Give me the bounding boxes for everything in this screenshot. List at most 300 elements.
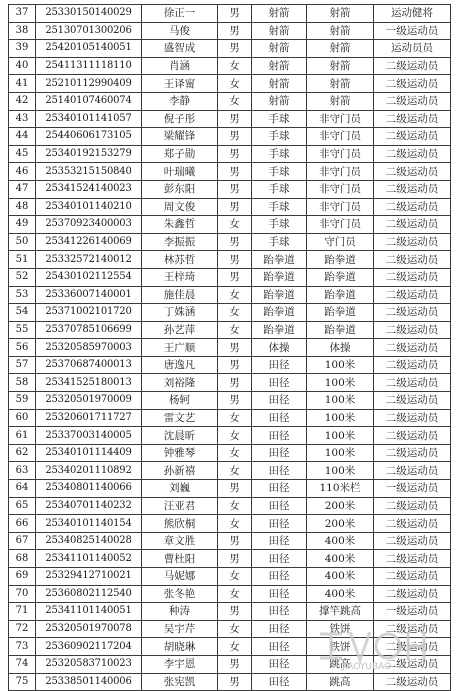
level-cell: 二级运动员 bbox=[374, 550, 451, 568]
sport-cell: 射箭 bbox=[252, 40, 307, 58]
level-cell: 二级运动员 bbox=[374, 374, 451, 392]
event-cell: 射箭 bbox=[307, 40, 374, 58]
exam-id-cell: 25329412710021 bbox=[36, 568, 142, 586]
name-cell: 李静 bbox=[142, 92, 218, 110]
table-row bbox=[9, 620, 451, 638]
name-cell: 肖涵 bbox=[142, 57, 218, 75]
seq-cell: 46 bbox=[9, 163, 36, 181]
gender-cell: 男 bbox=[218, 180, 252, 198]
event-cell: 撑竿跳高 bbox=[307, 603, 374, 621]
name-cell: 梁耀锋 bbox=[142, 128, 218, 146]
seq-cell: 45 bbox=[9, 145, 36, 163]
seq-cell: 40 bbox=[9, 57, 36, 75]
exam-id-cell: 25341525180013 bbox=[36, 374, 142, 392]
gender-cell: 女 bbox=[218, 444, 252, 462]
level-cell: 二级运动员 bbox=[374, 163, 451, 181]
seq-cell: 44 bbox=[9, 128, 36, 146]
name-cell: 唐逸凡 bbox=[142, 356, 218, 374]
name-cell: 王译甯 bbox=[142, 75, 218, 93]
sport-cell: 田径 bbox=[252, 409, 307, 427]
exam-id-cell: 25420105140051 bbox=[36, 40, 142, 58]
exam-id-cell: 25341524140023 bbox=[36, 180, 142, 198]
table-row bbox=[9, 128, 451, 146]
sport-cell: 射箭 bbox=[252, 75, 307, 93]
seq-cell: 38 bbox=[9, 22, 36, 40]
event-cell: 100米 bbox=[307, 409, 374, 427]
sport-cell: 手球 bbox=[252, 110, 307, 128]
seq-cell: 75 bbox=[9, 673, 36, 691]
exam-id-cell: 25340101141057 bbox=[36, 110, 142, 128]
seq-cell: 47 bbox=[9, 180, 36, 198]
table-row bbox=[9, 233, 451, 251]
sport-cell: 体操 bbox=[252, 339, 307, 357]
table-row bbox=[9, 110, 451, 128]
level-cell: 二级运动员 bbox=[374, 233, 451, 251]
seq-cell: 49 bbox=[9, 216, 36, 234]
exam-id-cell: 25340801140066 bbox=[36, 480, 142, 498]
event-cell: 射箭 bbox=[307, 22, 374, 40]
sport-cell: 田径 bbox=[252, 620, 307, 638]
table-row bbox=[9, 444, 451, 462]
name-cell: 叶瑞曦 bbox=[142, 163, 218, 181]
name-cell: 施佳晨 bbox=[142, 286, 218, 304]
gender-cell: 女 bbox=[218, 568, 252, 586]
gender-cell: 男 bbox=[218, 532, 252, 550]
exam-id-cell: 25411311118110 bbox=[36, 57, 142, 75]
event-cell: 射箭 bbox=[307, 57, 374, 75]
seq-cell: 43 bbox=[9, 110, 36, 128]
level-cell: 二级运动员 bbox=[374, 392, 451, 410]
exam-id-cell: 25440606173105 bbox=[36, 128, 142, 146]
name-cell: 朱鑫哲 bbox=[142, 216, 218, 234]
gender-cell: 男 bbox=[218, 673, 252, 691]
level-cell: 二级运动员 bbox=[374, 427, 451, 445]
seq-cell: 58 bbox=[9, 374, 36, 392]
level-cell: 二级运动员 bbox=[374, 180, 451, 198]
name-cell: 孙艺萍 bbox=[142, 321, 218, 339]
table-row bbox=[9, 515, 451, 533]
level-cell: 二级运动员 bbox=[374, 409, 451, 427]
gender-cell: 男 bbox=[218, 163, 252, 181]
name-cell: 张宪凯 bbox=[142, 673, 218, 691]
athlete-table-body bbox=[9, 5, 451, 691]
name-cell: 沈晨昕 bbox=[142, 427, 218, 445]
level-cell: 二级运动员 bbox=[374, 268, 451, 286]
level-cell: 二级运动员 bbox=[374, 497, 451, 515]
sport-cell: 手球 bbox=[252, 216, 307, 234]
seq-cell: 51 bbox=[9, 251, 36, 269]
exam-id-cell: 25353215150840 bbox=[36, 163, 142, 181]
sport-cell: 射箭 bbox=[252, 92, 307, 110]
table-row bbox=[9, 655, 451, 673]
gender-cell: 男 bbox=[218, 5, 252, 23]
event-cell: 400米 bbox=[307, 550, 374, 568]
name-cell: 雷文艺 bbox=[142, 409, 218, 427]
level-cell: 二级运动员 bbox=[374, 568, 451, 586]
gender-cell: 男 bbox=[218, 128, 252, 146]
table-row bbox=[9, 198, 451, 216]
level-cell: 二级运动员 bbox=[374, 57, 451, 75]
exam-id-cell: 25340701140232 bbox=[36, 497, 142, 515]
event-cell: 守门员 bbox=[307, 233, 374, 251]
level-cell: 二级运动员 bbox=[374, 444, 451, 462]
event-cell: 100米 bbox=[307, 444, 374, 462]
exam-id-cell: 25340101140210 bbox=[36, 198, 142, 216]
gender-cell: 男 bbox=[218, 110, 252, 128]
sport-cell: 射箭 bbox=[252, 5, 307, 23]
seq-cell: 62 bbox=[9, 444, 36, 462]
table-row bbox=[9, 409, 451, 427]
name-cell: 丁姝涵 bbox=[142, 304, 218, 322]
event-cell: 非守门员 bbox=[307, 216, 374, 234]
level-cell: 二级运动员 bbox=[374, 75, 451, 93]
gender-cell: 男 bbox=[218, 655, 252, 673]
table-row bbox=[9, 356, 451, 374]
table-row bbox=[9, 480, 451, 498]
name-cell: 郑子勋 bbox=[142, 145, 218, 163]
gender-cell: 男 bbox=[218, 480, 252, 498]
sport-cell: 手球 bbox=[252, 180, 307, 198]
event-cell: 100米 bbox=[307, 392, 374, 410]
event-cell: 铁饼 bbox=[307, 638, 374, 656]
level-cell: 二级运动员 bbox=[374, 128, 451, 146]
level-cell: 一级运动员 bbox=[374, 480, 451, 498]
event-cell: 200米 bbox=[307, 515, 374, 533]
table-row bbox=[9, 568, 451, 586]
table-row bbox=[9, 163, 451, 181]
name-cell: 倪子彤 bbox=[142, 110, 218, 128]
level-cell: 二级运动员 bbox=[374, 304, 451, 322]
table-row bbox=[9, 92, 451, 110]
seq-cell: 69 bbox=[9, 568, 36, 586]
exam-id-cell: 25371002101720 bbox=[36, 304, 142, 322]
event-cell: 100米 bbox=[307, 356, 374, 374]
event-cell: 体操 bbox=[307, 339, 374, 357]
sport-cell: 手球 bbox=[252, 198, 307, 216]
event-cell: 跳高 bbox=[307, 673, 374, 691]
sport-cell: 田径 bbox=[252, 550, 307, 568]
event-cell: 110米栏 bbox=[307, 480, 374, 498]
table-row bbox=[9, 638, 451, 656]
name-cell: 熊欣桐 bbox=[142, 515, 218, 533]
gender-cell: 男 bbox=[218, 392, 252, 410]
table-row bbox=[9, 57, 451, 75]
exam-id-cell: 25341226140069 bbox=[36, 233, 142, 251]
table-row bbox=[9, 40, 451, 58]
level-cell: 二级运动员 bbox=[374, 532, 451, 550]
gender-cell: 女 bbox=[218, 321, 252, 339]
gender-cell: 女 bbox=[218, 216, 252, 234]
table-row bbox=[9, 22, 451, 40]
seq-cell: 74 bbox=[9, 655, 36, 673]
exam-id-cell: 25320601711727 bbox=[36, 409, 142, 427]
sport-cell: 田径 bbox=[252, 480, 307, 498]
event-cell: 跆拳道 bbox=[307, 286, 374, 304]
level-cell: 二级运动员 bbox=[374, 92, 451, 110]
sport-cell: 手球 bbox=[252, 163, 307, 181]
exam-id-cell: 25340192153279 bbox=[36, 145, 142, 163]
exam-id-cell: 25360902117204 bbox=[36, 638, 142, 656]
name-cell: 王梓琦 bbox=[142, 268, 218, 286]
level-cell: 运动健将 bbox=[374, 5, 451, 23]
level-cell: 二级运动员 bbox=[374, 251, 451, 269]
level-cell: 二级运动员 bbox=[374, 216, 451, 234]
seq-cell: 48 bbox=[9, 198, 36, 216]
level-cell: 运动员员 bbox=[374, 40, 451, 58]
name-cell: 马妮娜 bbox=[142, 568, 218, 586]
sport-cell: 田径 bbox=[252, 655, 307, 673]
seq-cell: 54 bbox=[9, 304, 36, 322]
level-cell: 二级运动员 bbox=[374, 286, 451, 304]
level-cell: 二级运动员 bbox=[374, 339, 451, 357]
gender-cell: 女 bbox=[218, 57, 252, 75]
exam-id-cell: 25336007140001 bbox=[36, 286, 142, 304]
event-cell: 100米 bbox=[307, 374, 374, 392]
gender-cell: 男 bbox=[218, 374, 252, 392]
name-cell: 李振振 bbox=[142, 233, 218, 251]
exam-id-cell: 25210112990409 bbox=[36, 75, 142, 93]
table-row bbox=[9, 145, 451, 163]
level-cell: 二级运动员 bbox=[374, 110, 451, 128]
gender-cell: 女 bbox=[218, 462, 252, 480]
gender-cell: 男 bbox=[218, 251, 252, 269]
event-cell: 400米 bbox=[307, 532, 374, 550]
level-cell: 二级运动员 bbox=[374, 620, 451, 638]
seq-cell: 72 bbox=[9, 620, 36, 638]
name-cell: 汪亚君 bbox=[142, 497, 218, 515]
exam-id-cell: 25370785106699 bbox=[36, 321, 142, 339]
table-row bbox=[9, 462, 451, 480]
sport-cell: 手球 bbox=[252, 145, 307, 163]
level-cell: 二级运动员 bbox=[374, 356, 451, 374]
svg-text:JIAOYUBAO: JIAOYUBAO bbox=[342, 662, 392, 672]
name-cell: 王广顺 bbox=[142, 339, 218, 357]
sport-cell: 田径 bbox=[252, 444, 307, 462]
sport-cell: 田径 bbox=[252, 356, 307, 374]
table-row bbox=[9, 392, 451, 410]
sport-cell: 跆拳道 bbox=[252, 321, 307, 339]
seq-cell: 37 bbox=[9, 5, 36, 23]
seq-cell: 42 bbox=[9, 92, 36, 110]
seq-cell: 71 bbox=[9, 603, 36, 621]
roster-sheet bbox=[8, 4, 450, 691]
table-row bbox=[9, 497, 451, 515]
seq-cell: 64 bbox=[9, 480, 36, 498]
athlete-table bbox=[8, 4, 451, 691]
gender-cell: 女 bbox=[218, 620, 252, 638]
seq-cell: 41 bbox=[9, 75, 36, 93]
gender-cell: 女 bbox=[218, 286, 252, 304]
event-cell: 跆拳道 bbox=[307, 251, 374, 269]
seq-cell: 50 bbox=[9, 233, 36, 251]
gender-cell: 女 bbox=[218, 515, 252, 533]
table-row bbox=[9, 286, 451, 304]
gender-cell: 男 bbox=[218, 145, 252, 163]
name-cell: 种涛 bbox=[142, 603, 218, 621]
gender-cell: 男 bbox=[218, 22, 252, 40]
event-cell: 非守门员 bbox=[307, 198, 374, 216]
event-cell: 非守门员 bbox=[307, 145, 374, 163]
gender-cell: 女 bbox=[218, 585, 252, 603]
seq-cell: 56 bbox=[9, 339, 36, 357]
table-row bbox=[9, 304, 451, 322]
event-cell: 射箭 bbox=[307, 5, 374, 23]
seq-cell: 59 bbox=[9, 392, 36, 410]
gender-cell: 男 bbox=[218, 268, 252, 286]
exam-id-cell: 25340101140154 bbox=[36, 515, 142, 533]
exam-id-cell: 25370687400013 bbox=[36, 356, 142, 374]
exam-id-cell: 25130701300206 bbox=[36, 22, 142, 40]
seq-cell: 61 bbox=[9, 427, 36, 445]
table-row bbox=[9, 180, 451, 198]
sport-cell: 田径 bbox=[252, 673, 307, 691]
gender-cell: 男 bbox=[218, 198, 252, 216]
level-cell: 二级运动员 bbox=[374, 655, 451, 673]
name-cell: 彭东阳 bbox=[142, 180, 218, 198]
exam-id-cell: 25341101140052 bbox=[36, 550, 142, 568]
name-cell: 章文胜 bbox=[142, 532, 218, 550]
name-cell: 张冬艳 bbox=[142, 585, 218, 603]
gender-cell: 男 bbox=[218, 550, 252, 568]
sport-cell: 手球 bbox=[252, 128, 307, 146]
event-cell: 跳高 bbox=[307, 655, 374, 673]
level-cell: 二级运动员 bbox=[374, 462, 451, 480]
level-cell: 二级运动员 bbox=[374, 585, 451, 603]
exam-id-cell: 25320585970003 bbox=[36, 339, 142, 357]
level-cell: 二级运动员 bbox=[374, 321, 451, 339]
seq-cell: 67 bbox=[9, 532, 36, 550]
sport-cell: 田径 bbox=[252, 568, 307, 586]
gender-cell: 男 bbox=[218, 233, 252, 251]
name-cell: 钟雅琴 bbox=[142, 444, 218, 462]
sport-cell: 射箭 bbox=[252, 57, 307, 75]
seq-cell: 57 bbox=[9, 356, 36, 374]
event-cell: 跆拳道 bbox=[307, 304, 374, 322]
exam-id-cell: 25320501970009 bbox=[36, 392, 142, 410]
level-cell: 一级运动员 bbox=[374, 22, 451, 40]
event-cell: 400米 bbox=[307, 585, 374, 603]
name-cell: 周文俊 bbox=[142, 198, 218, 216]
table-row bbox=[9, 251, 451, 269]
event-cell: 非守门员 bbox=[307, 110, 374, 128]
seq-cell: 60 bbox=[9, 409, 36, 427]
gender-cell: 男 bbox=[218, 40, 252, 58]
gender-cell: 女 bbox=[218, 304, 252, 322]
sport-cell: 跆拳道 bbox=[252, 286, 307, 304]
seq-cell: 66 bbox=[9, 515, 36, 533]
name-cell: 胡晓琳 bbox=[142, 638, 218, 656]
gender-cell: 女 bbox=[218, 638, 252, 656]
table-row bbox=[9, 603, 451, 621]
exam-id-cell: 25340101114409 bbox=[36, 444, 142, 462]
seq-cell: 68 bbox=[9, 550, 36, 568]
sport-cell: 田径 bbox=[252, 638, 307, 656]
gender-cell: 男 bbox=[218, 603, 252, 621]
table-row bbox=[9, 585, 451, 603]
name-cell: 杨轲 bbox=[142, 392, 218, 410]
sport-cell: 田径 bbox=[252, 532, 307, 550]
table-row bbox=[9, 532, 451, 550]
gender-cell: 男 bbox=[218, 356, 252, 374]
event-cell: 跆拳道 bbox=[307, 268, 374, 286]
exam-id-cell: 25337003140005 bbox=[36, 427, 142, 445]
event-cell: 跆拳道 bbox=[307, 321, 374, 339]
level-cell: 一级运动员 bbox=[374, 603, 451, 621]
exam-id-cell: 25330150140029 bbox=[36, 5, 142, 23]
table-row bbox=[9, 5, 451, 23]
gender-cell: 女 bbox=[218, 497, 252, 515]
exam-id-cell: 25340201110892 bbox=[36, 462, 142, 480]
event-cell: 200米 bbox=[307, 497, 374, 515]
sport-cell: 跆拳道 bbox=[252, 268, 307, 286]
level-cell: 二级运动员 bbox=[374, 673, 451, 691]
event-cell: 射箭 bbox=[307, 92, 374, 110]
exam-id-cell: 25338501140006 bbox=[36, 673, 142, 691]
sport-cell: 跆拳道 bbox=[252, 251, 307, 269]
sport-cell: 跆拳道 bbox=[252, 304, 307, 322]
event-cell: 铁饼 bbox=[307, 620, 374, 638]
sport-cell: 田径 bbox=[252, 585, 307, 603]
gender-cell: 女 bbox=[218, 427, 252, 445]
name-cell: 吴宇芹 bbox=[142, 620, 218, 638]
sport-cell: 田径 bbox=[252, 462, 307, 480]
sport-cell: 射箭 bbox=[252, 22, 307, 40]
exam-id-cell: 25320583710023 bbox=[36, 655, 142, 673]
seq-cell: 53 bbox=[9, 286, 36, 304]
name-cell: 盛智成 bbox=[142, 40, 218, 58]
name-cell: 刘裕隆 bbox=[142, 374, 218, 392]
sport-cell: 田径 bbox=[252, 603, 307, 621]
seq-cell: 39 bbox=[9, 40, 36, 58]
gender-cell: 女 bbox=[218, 409, 252, 427]
exam-id-cell: 25320501970078 bbox=[36, 620, 142, 638]
sport-cell: 田径 bbox=[252, 392, 307, 410]
name-cell: 李宇恩 bbox=[142, 655, 218, 673]
sport-cell: 田径 bbox=[252, 497, 307, 515]
name-cell: 刘巍 bbox=[142, 480, 218, 498]
exam-id-cell: 25430102112554 bbox=[36, 268, 142, 286]
event-cell: 非守门员 bbox=[307, 128, 374, 146]
table-row bbox=[9, 268, 451, 286]
table-row bbox=[9, 216, 451, 234]
sport-cell: 手球 bbox=[252, 233, 307, 251]
event-cell: 非守门员 bbox=[307, 180, 374, 198]
level-cell: 二级运动员 bbox=[374, 198, 451, 216]
event-cell: 100米 bbox=[307, 462, 374, 480]
gender-cell: 女 bbox=[218, 92, 252, 110]
exam-id-cell: 25370923400003 bbox=[36, 216, 142, 234]
seq-cell: 70 bbox=[9, 585, 36, 603]
seq-cell: 52 bbox=[9, 268, 36, 286]
exam-id-cell: 25332572140012 bbox=[36, 251, 142, 269]
gender-cell: 女 bbox=[218, 75, 252, 93]
sport-cell: 田径 bbox=[252, 515, 307, 533]
event-cell: 400米 bbox=[307, 568, 374, 586]
table-row bbox=[9, 550, 451, 568]
level-cell: 二级运动员 bbox=[374, 515, 451, 533]
name-cell: 徐正一 bbox=[142, 5, 218, 23]
seq-cell: 73 bbox=[9, 638, 36, 656]
seq-cell: 55 bbox=[9, 321, 36, 339]
exam-id-cell: 25140107460074 bbox=[36, 92, 142, 110]
exam-id-cell: 25360802112540 bbox=[36, 585, 142, 603]
seq-cell: 65 bbox=[9, 497, 36, 515]
table-row bbox=[9, 321, 451, 339]
name-cell: 马俊 bbox=[142, 22, 218, 40]
name-cell: 曹杜阳 bbox=[142, 550, 218, 568]
table-row bbox=[9, 75, 451, 93]
table-row bbox=[9, 339, 451, 357]
